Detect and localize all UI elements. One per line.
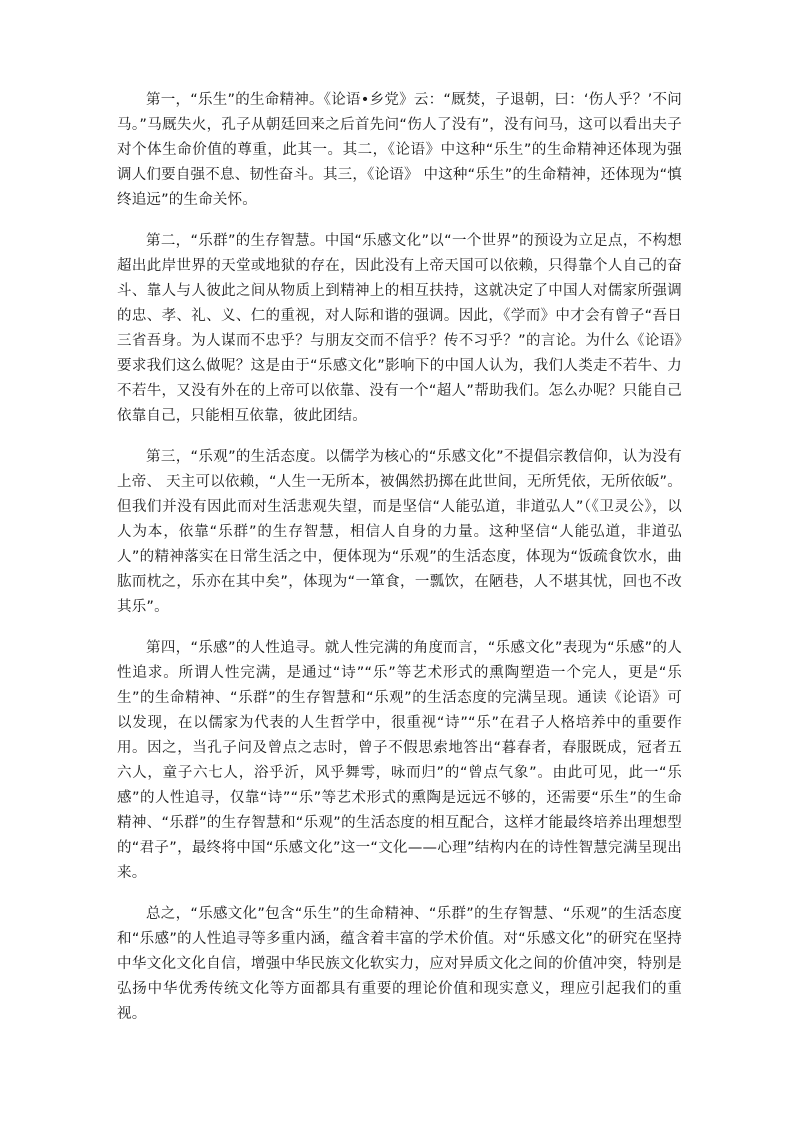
paragraph-fourth-legan: 第四，“乐感”的人性追寻。就人性完满的角度而言，“乐感文化”表现为“乐感”的人性追求。所谓人性完满，是通过“诗”“乐”等艺术形式的熏陶塑造一个完人，更是“乐生”的生命精神、“乐群”的生存智慧和“乐观”的生活态度的完满呈现。通读《论语》可以发现，在以儒家为代表的人生哲学中，很重视“诗”“乐”在君子人格培养中的重要作用。因之，当孔子问及曾点之志时，曾子不假思索地答出“暮春者，春服既成，冠者五六人，童子六七人，浴乎沂，风乎舞雩，咏而归”的“曾点气象”。由此可见，此一“乐感”的人性追寻，仅靠“诗”“乐”等艺术形式的熏陶是远远不够的，还需要“乐生”的生命精神、“乐群”的生存智慧和“乐观”的生活态度的相互配合，这样才能最终培养出理想型的“君子”，最终将中国“乐感文化”这一“文化——心理”结构内在的诗性智慧完满呈现出来。	[117, 640, 682, 881]
paragraph-third-leguan: 第三，“乐观”的生活态度。以儒学为核心的“乐感文化”不提倡宗教信仰，认为没有上帝、 天主可以依赖，“人生一无所本，被偶然扔掷在此世间，无所凭依，无所依皈”。但我们并没有因此而对生活悲观失望，而是坚信“人能弘道，非道弘人”（《卫灵公》，以人为本，依靠“乐群”的生存智慧，相信人自身的力量。这种坚信“人能弘道，非道弘人”的精神落实在日常生活之中，便体现为“乐观”的生活态度，体现为“饭疏食饮水，曲肱而枕之，乐亦在其中矣”，体现为“一箪食，一瓢饮，在陋巷，人不堪其忧，回也不改其乐”。	[117, 449, 682, 615]
paragraph-first-lesheng: 第一，“乐生”的生命精神。《论语•乡党》云：“厩焚，子退朝，曰：‘伤人乎？’不问马。”马厩失火，孔子从朝廷回来之后首先问“伤人了没有”，没有问马，这可以看出夫子对个体生命价值的尊重，此其一。其二，《论语》中这种“乐生”的生命精神还体现为强调人们要自强不息、韧性奋斗。其三，《论语》 中这种“乐生”的生命精神，还体现为“慎终追远”的生命关怀。	[117, 92, 682, 208]
paragraph-conclusion: 总之，“乐感文化”包含“乐生”的生命精神、“乐群”的生存智慧、“乐观”的生活态度和“乐感”的人性追寻等多重内涵，蕴含着丰富的学术价值。对“乐感文化”的研究在坚持中华文化文化自信，增强中华民族文化软实力，应对异质文化之间的价值冲突，特别是弘扬中华优秀传统文化等方面都具有重要的理论价值和现实意义，理应引起我们的重视。	[117, 906, 682, 1022]
paragraph-second-lequn: 第二，“乐群”的生存智慧。中国“乐感文化”以“一个世界”的预设为立足点，不构想超出此岸世界的天堂或地狱的存在，因此没有上帝天国可以依赖，只得靠个人自己的奋斗、靠人与人彼此之间从物质上到精神上的相互扶持，这就决定了中国人对儒家所强调的忠、孝、礼、义、仁的重视，对人际和谐的强调。因此，《学而》中才会有曾子“吾日三省吾身。为人谋而不忠乎？与朋友交而不信乎？传不习乎？”的言论。为什么《论语》要求我们这么做呢？这是由于“乐感文化”影响下的中国人认为，我们人类走不若牛、力不若牛，又没有外在的上帝可以依靠、没有一个“超人”帮助我们。怎么办呢？只能自己依靠自己，只能相互依靠，彼此团结。	[117, 233, 682, 424]
document-page	[117, 88, 682, 1043]
